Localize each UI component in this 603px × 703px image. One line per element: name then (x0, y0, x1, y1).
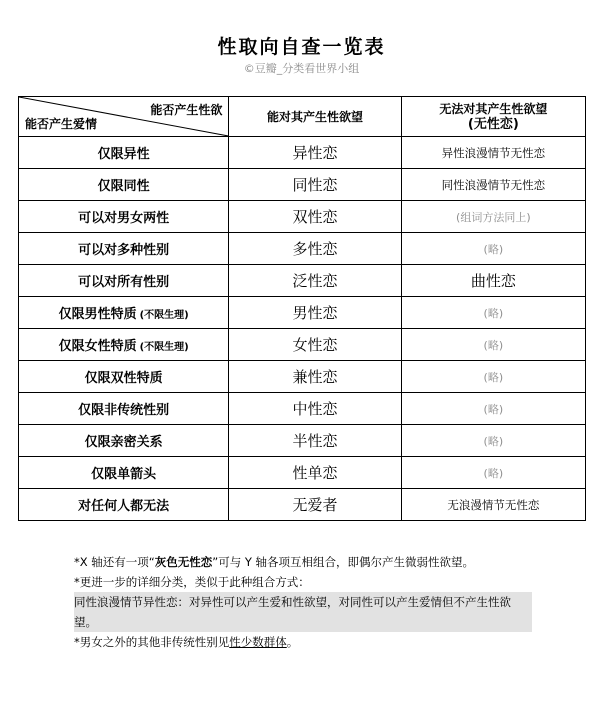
header-cannot-line2: (无性恋) (467, 116, 519, 132)
page-subtitle: ©豆瓣_分类看世界小组 (243, 62, 360, 75)
table-row (19, 169, 586, 201)
minority-link[interactable]: 性少数群体 (229, 635, 287, 649)
orientation-term: 双性恋 (229, 201, 401, 233)
asexual-term: 曲性恋 (401, 265, 585, 297)
row-label-note: (不限生理) (139, 342, 189, 353)
asexual-term: (组词方法同上) (401, 201, 585, 233)
row-label-text: 对任何人都无法 (78, 499, 170, 514)
row-label-text: 仅限双性特质 (84, 371, 163, 386)
row-label-text: 仅限同性 (97, 179, 150, 194)
row-label (19, 201, 229, 233)
page-title: 性取向自查一览表 (217, 36, 386, 58)
row-label (19, 329, 229, 361)
row-label (19, 425, 229, 457)
table-row (19, 361, 586, 393)
table-row (19, 489, 586, 521)
footnote-1-pre: *X 轴还有一项“ (74, 555, 155, 569)
orientation-term: 性单恋 (229, 457, 401, 489)
row-label (19, 265, 229, 297)
table-row (19, 233, 586, 265)
asexual-term: (略) (401, 425, 585, 457)
table-header-row (19, 97, 586, 137)
asexual-term: 无浪漫情节无性恋 (401, 489, 585, 521)
row-label-text: 可以对多种性别 (78, 243, 170, 258)
row-label (19, 233, 229, 265)
row-label (19, 489, 229, 521)
table-row (19, 137, 586, 169)
row-label (19, 361, 229, 393)
orientation-term: 异性恋 (229, 137, 401, 169)
row-label (19, 393, 229, 425)
row-label-text: 仅限男性特质 (58, 307, 137, 322)
footnote-1 (74, 552, 544, 572)
footnote-4-pre: *男女之外的其他非传统性别见 (74, 635, 230, 649)
row-label (19, 137, 229, 169)
row-label-note: (不限生理) (139, 310, 189, 321)
table-row (19, 425, 586, 457)
asexual-term: (略) (401, 297, 585, 329)
orientation-term: 兼性恋 (229, 361, 401, 393)
footnote-4 (74, 632, 544, 652)
asexual-term: (略) (401, 329, 585, 361)
table-row (19, 457, 586, 489)
asexual-term: (略) (401, 233, 585, 265)
footnote-1-bold: 灰色无性恋 (154, 555, 213, 569)
footnotes (74, 552, 544, 652)
orientation-term: 男性恋 (229, 297, 401, 329)
table-row (19, 393, 586, 425)
header-can-desire: 能对其产生性欲望 (229, 97, 401, 137)
corner-header-cell (19, 97, 229, 137)
footnote-1-post: ”可与 Y 轴各项互相组合，即偶尔产生微弱性欲望。 (212, 555, 475, 569)
footnote-2: *更进一步的详细分类，类似于此种组合方式： (74, 575, 310, 589)
table-row (19, 265, 586, 297)
row-label-text: 可以对男女两性 (78, 211, 170, 226)
asexual-term: (略) (401, 361, 585, 393)
header-cannot-desire (401, 97, 585, 137)
row-label-text: 仅限非传统性别 (78, 403, 170, 418)
asexual-term: 异性浪漫情节无性恋 (401, 137, 585, 169)
orientation-term: 女性恋 (229, 329, 401, 361)
row-label-text: 可以对所有性别 (78, 275, 170, 290)
footnote-4-post: 。 (286, 635, 299, 649)
asexual-term: (略) (401, 457, 585, 489)
row-label-text: 仅限亲密关系 (84, 435, 163, 450)
corner-bottom-label: 能否产生爱情 (25, 117, 98, 131)
orientation-term: 半性恋 (229, 425, 401, 457)
row-label-text: 仅限女性特质 (58, 339, 137, 354)
table-row (19, 201, 586, 233)
orientation-term: 同性恋 (229, 169, 401, 201)
orientation-term: 多性恋 (229, 233, 401, 265)
orientation-term: 无爱者 (229, 489, 401, 521)
orientation-table (18, 96, 586, 521)
row-label-text: 仅限异性 (97, 147, 150, 162)
orientation-term: 泛性恋 (229, 265, 401, 297)
orientation-term: 中性恋 (229, 393, 401, 425)
asexual-term: (略) (401, 393, 585, 425)
corner-top-label: 能否产生性欲 (150, 103, 223, 117)
asexual-term: 同性浪漫情节无性恋 (401, 169, 585, 201)
row-label-text: 仅限单箭头 (91, 467, 157, 482)
row-label (19, 169, 229, 201)
footnote-3-highlight: 同性浪漫情节异性恋：对异性可以产生爱和性欲望，对同性可以产生爱情但不产生性欲望。 (74, 592, 532, 632)
table-row (19, 297, 586, 329)
row-label (19, 457, 229, 489)
table-row (19, 329, 586, 361)
header-cannot-line1: 无法对其产生性欲望 (439, 101, 548, 116)
row-label (19, 297, 229, 329)
